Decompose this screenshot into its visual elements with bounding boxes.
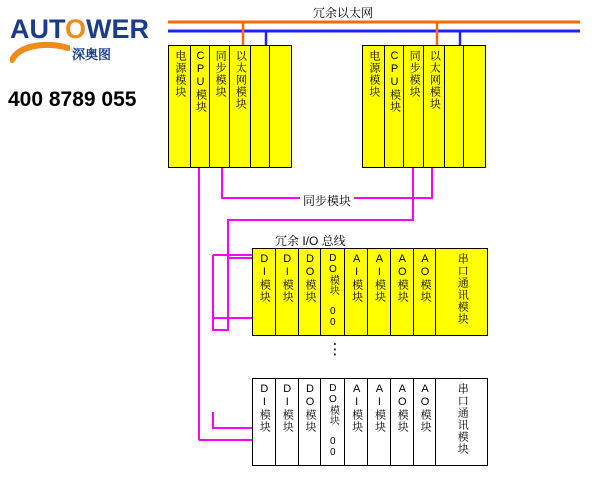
module-label: AI模块 xyxy=(350,253,363,303)
logo-chinese-name: 深奥图 xyxy=(72,47,112,62)
io-bottom-module-do-2[interactable] xyxy=(321,379,345,465)
module-label: 电源模块 xyxy=(367,50,380,98)
module-cpu-b[interactable] xyxy=(385,46,405,167)
io-bottom-connect-2 xyxy=(213,412,252,428)
module-label: DO模块 xyxy=(304,383,317,433)
module-label: CPU模块 xyxy=(388,50,401,113)
module-label: AI模块 xyxy=(350,383,363,433)
module-label: 同步模块 xyxy=(408,50,421,98)
label-ethernet-bus: 冗余以太网 xyxy=(313,6,374,20)
module-power-a[interactable] xyxy=(169,46,191,167)
module-label: 串口通讯模块 xyxy=(456,253,469,325)
logo-word-part2: WER xyxy=(86,14,150,44)
module-label: DO模块 00 xyxy=(327,383,339,458)
module-label: AO模块 xyxy=(396,253,409,303)
module-power-b[interactable] xyxy=(363,46,385,167)
module-spare-b1[interactable] xyxy=(445,46,465,167)
io-rack-bottom[interactable] xyxy=(252,378,488,466)
io-top-module-serial[interactable] xyxy=(436,249,487,335)
phone-number: 400 8789 055 xyxy=(8,88,137,111)
label-io-bus: 冗余 I/O 总线 xyxy=(275,234,346,248)
io-top-connect-bracket xyxy=(213,318,228,330)
module-ethernet-b[interactable] xyxy=(424,46,445,167)
logo-word-part1: AUT xyxy=(10,14,66,44)
logo-word-o: O xyxy=(65,14,87,44)
io-bottom-module-di-1[interactable] xyxy=(253,379,276,465)
module-label: AO模块 xyxy=(396,383,409,433)
io-top-module-do-2[interactable] xyxy=(321,249,345,335)
module-sync-a[interactable] xyxy=(210,46,230,167)
module-label: AO模块 xyxy=(419,383,432,433)
io-top-module-di-2[interactable] xyxy=(276,249,299,335)
module-label: DO模块 xyxy=(304,253,317,303)
rack-continuation-dots: ⋮ xyxy=(327,341,343,358)
module-label: DI模块 xyxy=(281,253,294,303)
io-bottom-module-serial[interactable] xyxy=(436,379,487,465)
io-top-module-ai-2[interactable] xyxy=(368,249,391,335)
module-label: CPU模块 xyxy=(194,50,207,113)
module-label: AI模块 xyxy=(373,383,386,433)
label-sync-module: 同步模块 xyxy=(300,192,354,209)
module-sync-b[interactable] xyxy=(404,46,424,167)
io-bottom-module-do-1[interactable] xyxy=(299,379,322,465)
controller-rack-b[interactable] xyxy=(362,45,486,168)
io-top-module-ao-1[interactable] xyxy=(391,249,414,335)
module-label: 电源模块 xyxy=(173,50,186,98)
module-label: DO模块 00 xyxy=(327,253,339,328)
module-label: 以太网模块 xyxy=(428,50,441,110)
module-spare-b2[interactable] xyxy=(464,46,485,167)
module-cpu-a[interactable] xyxy=(191,46,211,167)
io-bottom-module-ao-2[interactable] xyxy=(414,379,437,465)
io-bottom-module-di-2[interactable] xyxy=(276,379,299,465)
module-label: 同步模块 xyxy=(214,50,227,98)
io-bottom-module-ai-1[interactable] xyxy=(345,379,368,465)
module-label: DI模块 xyxy=(258,383,271,433)
io-top-module-ao-2[interactable] xyxy=(414,249,437,335)
module-label: DI模块 xyxy=(281,383,294,433)
module-ethernet-a[interactable] xyxy=(230,46,251,167)
io-top-module-ai-1[interactable] xyxy=(345,249,368,335)
io-rack-top[interactable] xyxy=(252,248,488,336)
io-bottom-module-ai-2[interactable] xyxy=(368,379,391,465)
module-spare-a2[interactable] xyxy=(270,46,291,167)
module-label: AO模块 xyxy=(419,253,432,303)
controller-rack-a[interactable] xyxy=(168,45,292,168)
module-label: AI模块 xyxy=(373,253,386,303)
io-bottom-module-ao-1[interactable] xyxy=(391,379,414,465)
io-top-module-do-1[interactable] xyxy=(299,249,322,335)
module-label: 以太网模块 xyxy=(234,50,247,110)
module-label: 串口通讯模块 xyxy=(456,383,469,455)
module-spare-a1[interactable] xyxy=(251,46,271,167)
module-label: DI模块 xyxy=(258,253,271,303)
io-top-module-di-1[interactable] xyxy=(253,249,276,335)
